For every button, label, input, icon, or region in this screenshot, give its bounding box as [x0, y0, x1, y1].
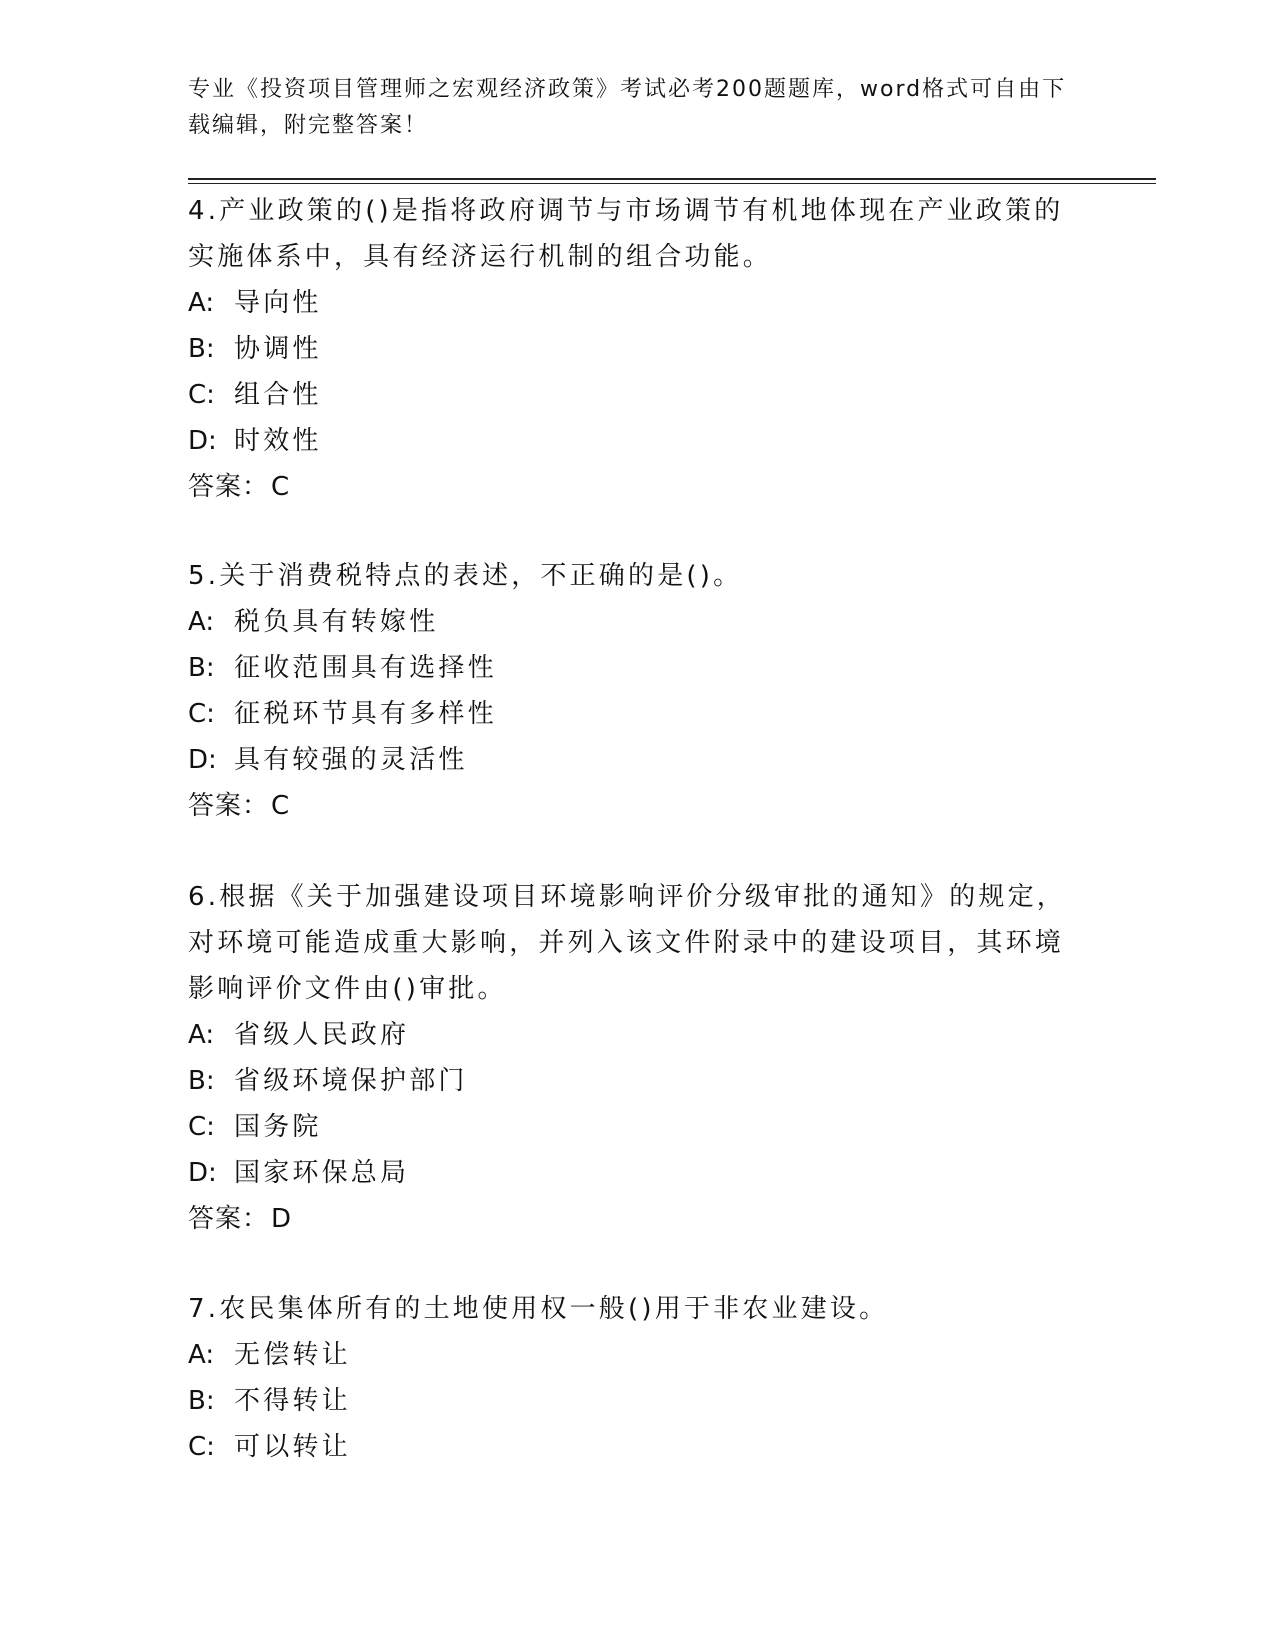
option-text: 省级环境保护部门 — [234, 1066, 468, 1096]
option-letter: D: — [188, 745, 217, 775]
option-letter: B: — [188, 1066, 215, 1096]
header-divider-thin — [188, 183, 1156, 184]
option-text: 具有较强的灵活性 — [234, 745, 468, 775]
option-letter: B: — [188, 1386, 215, 1416]
option-text: 国家环保总局 — [234, 1158, 410, 1188]
question-stem: 6.根据《关于加强建设项目环境影响评价分级审批的通知》的规定，对环境可能造成重大影响，并列入该文件附录中的建设项目，其环境影响评价文件由()审批。 — [188, 882, 1067, 1004]
answer-line — [188, 783, 1068, 829]
option-c — [188, 1104, 1068, 1150]
option-letter: C: — [188, 380, 215, 410]
option-c — [188, 691, 1068, 737]
option-text: 税负具有转嫁性 — [234, 607, 439, 637]
question-6 — [188, 874, 1068, 1242]
option-text: 组合性 — [234, 380, 322, 410]
option-d — [188, 1150, 1068, 1196]
option-b — [188, 645, 1068, 691]
option-letter: D: — [188, 1158, 217, 1188]
option-letter: A: — [188, 1340, 215, 1370]
question-7 — [188, 1286, 1068, 1470]
option-letter: A: — [188, 1020, 215, 1050]
question-5 — [188, 553, 1068, 829]
option-letter: D: — [188, 426, 217, 456]
option-letter: C: — [188, 1112, 215, 1142]
answer-label: 答案： — [188, 472, 270, 502]
option-letter: C: — [188, 699, 215, 729]
option-b — [188, 1378, 1068, 1424]
option-b — [188, 1058, 1068, 1104]
answer-label: 答案： — [188, 1204, 270, 1234]
option-a — [188, 1332, 1068, 1378]
answer-line — [188, 464, 1068, 510]
answer-label: 答案： — [188, 791, 270, 821]
option-letter: A: — [188, 288, 215, 318]
option-text: 国务院 — [234, 1112, 322, 1142]
option-letter: B: — [188, 653, 215, 683]
option-text: 导向性 — [234, 288, 322, 318]
question-stem: 7.农民集体所有的土地使用权一般()用于非农业建设。 — [188, 1294, 889, 1324]
header-divider — [188, 178, 1156, 180]
option-text: 不得转让 — [234, 1386, 351, 1416]
option-letter: B: — [188, 334, 215, 364]
answer-value: C — [271, 791, 291, 821]
option-c — [188, 372, 1068, 418]
answer-value: C — [271, 472, 291, 502]
option-letter: C: — [188, 1432, 215, 1462]
option-text: 征收范围具有选择性 — [234, 653, 497, 683]
option-c — [188, 1424, 1068, 1470]
option-text: 时效性 — [234, 426, 322, 456]
option-text: 协调性 — [234, 334, 322, 364]
document-header: 专业《投资项目管理师之宏观经济政策》考试必考200题题库，word格式可自由下载编辑，附完整答案！ — [188, 77, 1067, 138]
option-text: 无偿转让 — [234, 1340, 351, 1370]
question-stem: 4.产业政策的()是指将政府调节与市场调节有机地体现在产业政策的实施体系中，具有经济运行机制的组合功能。 — [188, 196, 1064, 272]
answer-line — [188, 1196, 1068, 1242]
question-stem: 5.关于消费税特点的表述，不正确的是()。 — [188, 561, 743, 591]
option-a — [188, 1012, 1068, 1058]
question-4 — [188, 188, 1068, 510]
option-text: 可以转让 — [234, 1432, 351, 1462]
option-d — [188, 737, 1068, 783]
option-letter: A: — [188, 607, 215, 637]
option-d — [188, 418, 1068, 464]
option-a — [188, 280, 1068, 326]
option-b — [188, 326, 1068, 372]
option-a — [188, 599, 1068, 645]
option-text: 征税环节具有多样性 — [234, 699, 497, 729]
answer-value: D — [271, 1204, 293, 1234]
option-text: 省级人民政府 — [234, 1020, 410, 1050]
